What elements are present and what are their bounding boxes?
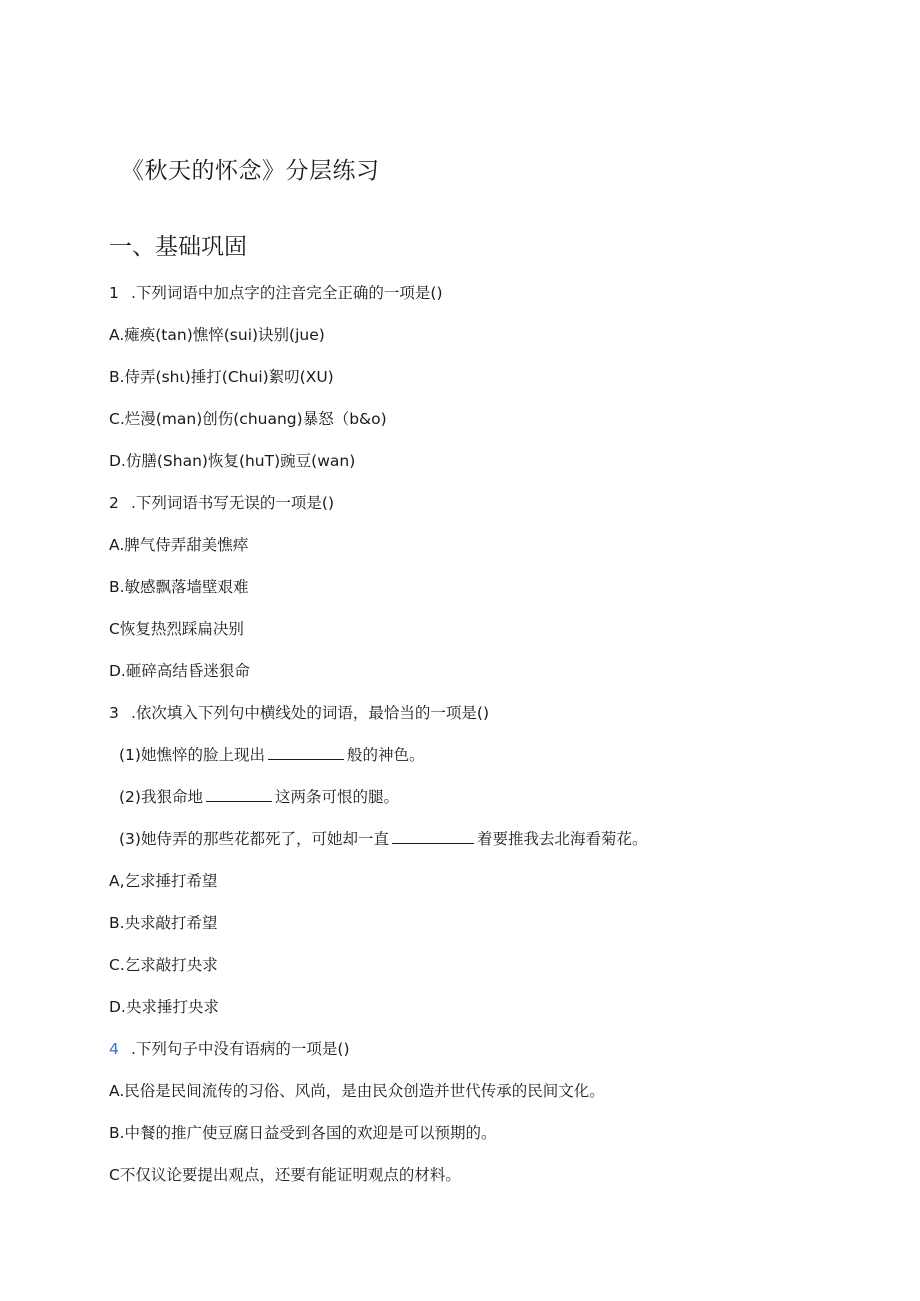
question-3-stem [109, 703, 489, 723]
question-number: 3 [109, 704, 119, 722]
question-text: .下列句子中没有语病的一项是() [131, 1040, 350, 1058]
subitem-text-after: 这两条可恨的腿。 [274, 788, 399, 806]
question-text: .下列词语书写无误的一项是() [131, 494, 335, 512]
subitem-text-before: (1)她憔悴的脸上现出 [119, 746, 265, 764]
question-2-option-b: B.敏感飘落墙壁艰难 [109, 578, 249, 596]
question-number: 4 [109, 1040, 119, 1058]
question-3-option-c: C.乞求敲打央求 [109, 956, 218, 974]
question-4-option-c: C不仅议论要提出观点，还要有能证明观点的材料。 [109, 1166, 461, 1184]
question-text: .下列词语中加点字的注音完全正确的一项是() [131, 284, 443, 302]
question-2-option-a: A.脾气侍弄甜美憔瘁 [109, 536, 249, 554]
question-2-stem [109, 493, 334, 513]
question-2-option-c: C恢复热烈踩扁决别 [109, 620, 244, 638]
section-heading: 一、基础巩固 [109, 234, 247, 260]
question-3-subitem-1 [119, 745, 424, 765]
question-text: .依次填入下列句中横线处的词语，最恰当的一项是() [131, 704, 490, 722]
question-3-option-b: B.央求敲打希望 [109, 914, 218, 932]
question-1-option-d: D.仿膳(Shan)恢复(huT)豌豆(wan) [109, 452, 356, 470]
question-number: 1 [109, 284, 119, 302]
document-title: 《秋天的怀念》分层练习 [121, 158, 380, 184]
question-3-subitem-2 [119, 787, 399, 807]
question-3-option-a: A,乞求捶打希望 [109, 872, 218, 890]
question-2-option-d: D.砸碎高结昏迷狠命 [109, 662, 250, 680]
question-3-subitem-3 [119, 829, 647, 849]
subitem-text-before: (3)她侍弄的那些花都死了，可她却一直 [119, 830, 389, 848]
subitem-text-after: 着要推我去北海看菊花。 [476, 830, 648, 848]
question-1-option-c: C.烂漫(man)创伤(chuang)暴怒（b&o) [109, 410, 387, 428]
question-1-stem [109, 283, 443, 303]
fill-blank [392, 829, 474, 844]
subitem-text-after: 般的神色。 [346, 746, 425, 764]
question-4-option-a: A.民俗是民间流传的习俗、风尚，是由民众创造并世代传承的民间文化。 [109, 1082, 605, 1100]
fill-blank [268, 745, 344, 760]
subitem-text-before: (2)我狠命地 [119, 788, 203, 806]
question-1-option-b: B.侍弄(shι)捶打(Chui)絮叨(XU) [109, 368, 334, 386]
question-3-option-d: D.央求捶打央求 [109, 998, 219, 1016]
question-1-option-a: A.瘫痪(tan)憔悴(sui)诀别(jue) [109, 326, 325, 344]
question-4-option-b: B.中餐的推广使豆腐日益受到各国的欢迎是可以预期的。 [109, 1124, 497, 1142]
question-4-stem [109, 1039, 350, 1059]
fill-blank [206, 787, 272, 802]
question-number: 2 [109, 494, 119, 512]
